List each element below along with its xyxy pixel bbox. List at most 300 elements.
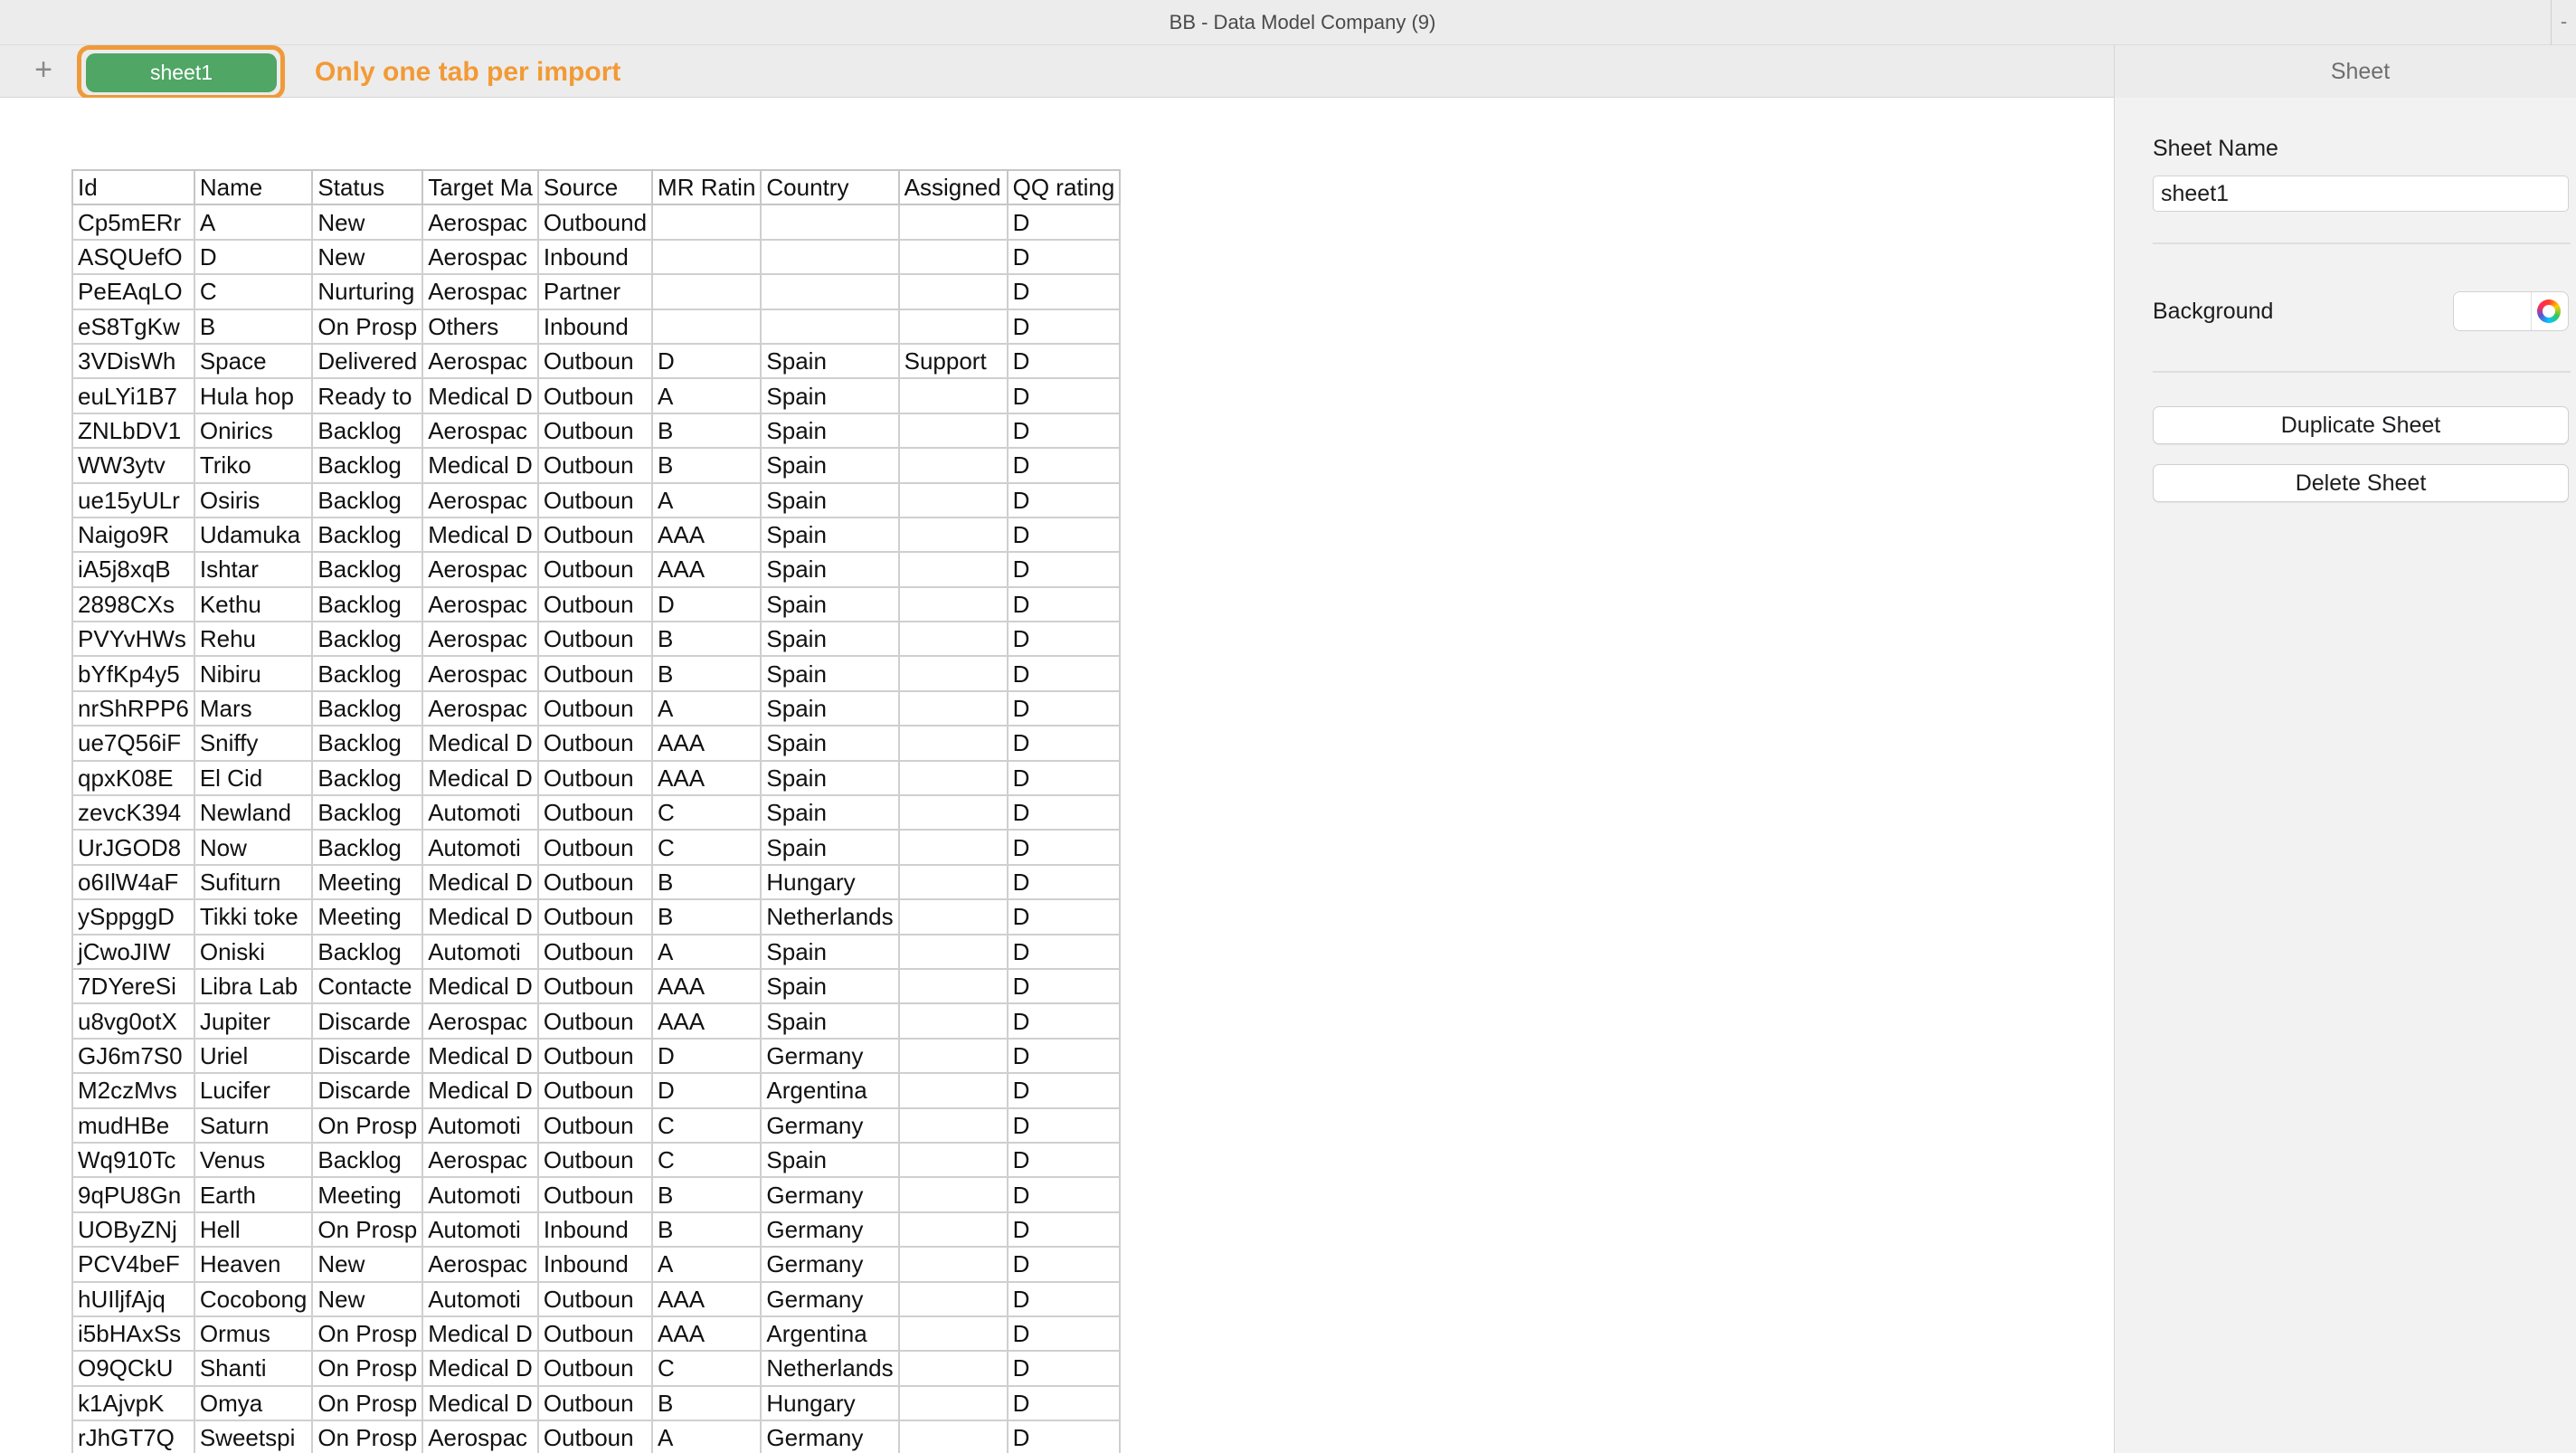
table-cell[interactable]: Medical D xyxy=(422,518,538,552)
table-cell[interactable]: Saturn xyxy=(194,1108,313,1143)
table-cell[interactable]: Outboun xyxy=(538,1351,652,1385)
table-cell[interactable]: Ishtar xyxy=(194,552,313,586)
table-cell[interactable]: D xyxy=(1008,1073,1121,1107)
table-cell[interactable]: D xyxy=(1008,761,1121,795)
table-row[interactable] xyxy=(72,935,1120,969)
table-cell[interactable] xyxy=(899,1351,1008,1385)
table-cell[interactable]: ASQUefO xyxy=(72,240,194,274)
table-cell[interactable]: euLYi1B7 xyxy=(72,378,194,413)
table-cell[interactable]: Backlog xyxy=(312,622,422,656)
table-cell[interactable]: Germany xyxy=(761,1177,898,1211)
table-cell[interactable]: Medical D xyxy=(422,761,538,795)
table-cell[interactable]: Spain xyxy=(761,969,898,1003)
table-row[interactable] xyxy=(72,1386,1120,1420)
table-cell[interactable]: bYfKp4y5 xyxy=(72,656,194,690)
table-cell[interactable]: Outboun xyxy=(538,413,652,448)
table-cell[interactable]: AAA xyxy=(652,1316,761,1351)
table-cell[interactable]: PCV4beF xyxy=(72,1247,194,1281)
background-color-well[interactable] xyxy=(2453,291,2569,331)
table-row[interactable] xyxy=(72,552,1120,586)
table-cell[interactable]: D xyxy=(652,587,761,622)
table-cell[interactable]: Backlog xyxy=(312,656,422,690)
table-cell[interactable]: A xyxy=(652,935,761,969)
table-cell[interactable]: Udamuka xyxy=(194,518,313,552)
table-cell[interactable]: Backlog xyxy=(312,483,422,518)
table-cell[interactable]: Inbound xyxy=(538,309,652,344)
column-header[interactable]: Assigned xyxy=(899,170,1008,204)
table-cell[interactable]: Backlog xyxy=(312,448,422,482)
table-cell[interactable]: Kethu xyxy=(194,587,313,622)
table-cell[interactable]: Spain xyxy=(761,413,898,448)
table-cell[interactable]: B xyxy=(652,1177,761,1211)
table-row[interactable] xyxy=(72,1212,1120,1247)
table-row[interactable] xyxy=(72,378,1120,413)
table-cell[interactable]: Rehu xyxy=(194,622,313,656)
table-cell[interactable]: D xyxy=(1008,656,1121,690)
table-cell[interactable]: Ormus xyxy=(194,1316,313,1351)
table-cell[interactable] xyxy=(652,274,761,309)
table-cell[interactable]: Now xyxy=(194,830,313,864)
table-cell[interactable] xyxy=(899,830,1008,864)
table-cell[interactable]: D xyxy=(1008,691,1121,726)
table-cell[interactable]: B xyxy=(194,309,313,344)
table-cell[interactable]: hUIljfAjq xyxy=(72,1282,194,1316)
table-cell[interactable]: Sniffy xyxy=(194,726,313,760)
table-row[interactable] xyxy=(72,865,1120,899)
table-cell[interactable] xyxy=(899,204,1008,239)
table-row[interactable] xyxy=(72,1177,1120,1211)
table-cell[interactable] xyxy=(899,413,1008,448)
table-cell[interactable]: New xyxy=(312,1282,422,1316)
table-row[interactable] xyxy=(72,587,1120,622)
table-cell[interactable]: New xyxy=(312,204,422,239)
table-cell[interactable]: On Prosp xyxy=(312,309,422,344)
column-header[interactable]: Country xyxy=(761,170,898,204)
window-edge-control[interactable]: - xyxy=(2551,0,2576,45)
table-cell[interactable] xyxy=(761,274,898,309)
table-cell[interactable]: ZNLbDV1 xyxy=(72,413,194,448)
table-cell[interactable]: Spain xyxy=(761,795,898,830)
duplicate-sheet-button[interactable]: Duplicate Sheet xyxy=(2153,406,2569,444)
table-cell[interactable]: AAA xyxy=(652,1003,761,1038)
table-cell[interactable]: jCwoJIW xyxy=(72,935,194,969)
table-cell[interactable]: C xyxy=(194,274,313,309)
table-cell[interactable]: 7DYereSi xyxy=(72,969,194,1003)
color-wheel-icon[interactable] xyxy=(2537,299,2561,323)
table-cell[interactable]: Sweetspi xyxy=(194,1420,313,1453)
table-cell[interactable]: Spain xyxy=(761,830,898,864)
table-cell[interactable]: Inbound xyxy=(538,1247,652,1281)
table-row[interactable] xyxy=(72,309,1120,344)
table-cell[interactable]: Backlog xyxy=(312,1143,422,1177)
table-cell[interactable]: D xyxy=(1008,240,1121,274)
table-cell[interactable]: On Prosp xyxy=(312,1108,422,1143)
table-cell[interactable]: Outboun xyxy=(538,726,652,760)
table-cell[interactable]: UrJGOD8 xyxy=(72,830,194,864)
table-cell[interactable]: B xyxy=(652,865,761,899)
table-cell[interactable]: B xyxy=(652,1386,761,1420)
table-cell[interactable]: i5bHAxSs xyxy=(72,1316,194,1351)
table-cell[interactable]: zevcK394 xyxy=(72,795,194,830)
table-cell[interactable]: Spain xyxy=(761,726,898,760)
column-header[interactable]: QQ rating xyxy=(1008,170,1121,204)
table-cell[interactable]: Outboun xyxy=(538,448,652,482)
table-cell[interactable]: Earth xyxy=(194,1177,313,1211)
table-cell[interactable]: Spain xyxy=(761,935,898,969)
table-cell[interactable]: Oniski xyxy=(194,935,313,969)
table-cell[interactable]: Aerospac xyxy=(422,344,538,378)
table-cell[interactable]: D xyxy=(1008,274,1121,309)
table-row[interactable] xyxy=(72,204,1120,239)
table-cell[interactable]: On Prosp xyxy=(312,1212,422,1247)
table-row[interactable] xyxy=(72,1247,1120,1281)
table-cell[interactable]: Germany xyxy=(761,1212,898,1247)
table-row[interactable] xyxy=(72,344,1120,378)
table-cell[interactable]: D xyxy=(1008,1247,1121,1281)
table-cell[interactable]: PVYvHWs xyxy=(72,622,194,656)
table-cell[interactable]: Aerospac xyxy=(422,204,538,239)
table-cell[interactable]: Inbound xyxy=(538,1212,652,1247)
table-cell[interactable] xyxy=(652,240,761,274)
table-cell[interactable]: Aerospac xyxy=(422,483,538,518)
table-cell[interactable]: Outboun xyxy=(538,483,652,518)
table-cell[interactable]: Hungary xyxy=(761,1386,898,1420)
table-cell[interactable]: Aerospac xyxy=(422,587,538,622)
table-cell[interactable]: D xyxy=(1008,1039,1121,1073)
table-cell[interactable] xyxy=(899,1386,1008,1420)
table-cell[interactable]: A xyxy=(652,483,761,518)
table-cell[interactable]: AAA xyxy=(652,726,761,760)
table-cell[interactable]: Netherlands xyxy=(761,899,898,934)
table-cell[interactable]: Cp5mERr xyxy=(72,204,194,239)
table-cell[interactable]: Backlog xyxy=(312,726,422,760)
table-row[interactable] xyxy=(72,691,1120,726)
table-cell[interactable]: Venus xyxy=(194,1143,313,1177)
table-cell[interactable]: D xyxy=(1008,795,1121,830)
table-cell[interactable] xyxy=(761,204,898,239)
table-cell[interactable]: Jupiter xyxy=(194,1003,313,1038)
table-row[interactable] xyxy=(72,1143,1120,1177)
tab-sheet1[interactable]: sheet1 xyxy=(86,53,277,92)
table-cell[interactable] xyxy=(899,969,1008,1003)
table-cell[interactable]: Medical D xyxy=(422,969,538,1003)
table-cell[interactable]: Aerospac xyxy=(422,1003,538,1038)
column-header[interactable]: Target Ma xyxy=(422,170,538,204)
table-cell[interactable]: D xyxy=(1008,1316,1121,1351)
table-cell[interactable]: Argentina xyxy=(761,1073,898,1107)
table-cell[interactable]: Delivered xyxy=(312,344,422,378)
table-cell[interactable]: Outboun xyxy=(538,865,652,899)
table-cell[interactable]: Outboun xyxy=(538,587,652,622)
table-cell[interactable]: Backlog xyxy=(312,935,422,969)
table-cell[interactable]: Outboun xyxy=(538,1108,652,1143)
table-cell[interactable]: D xyxy=(652,1073,761,1107)
table-cell[interactable]: Aerospac xyxy=(422,691,538,726)
table-cell[interactable]: Spain xyxy=(761,552,898,586)
table-row[interactable] xyxy=(72,1039,1120,1073)
table-cell[interactable]: rJhGT7Q xyxy=(72,1420,194,1453)
table-cell[interactable]: 3VDisWh xyxy=(72,344,194,378)
table-row[interactable] xyxy=(72,274,1120,309)
table-cell[interactable] xyxy=(761,240,898,274)
table-row[interactable] xyxy=(72,240,1120,274)
table-cell[interactable]: qpxK08E xyxy=(72,761,194,795)
table-cell[interactable]: Meeting xyxy=(312,1177,422,1211)
table-cell[interactable] xyxy=(899,761,1008,795)
table-cell[interactable]: Medical D xyxy=(422,865,538,899)
table-cell[interactable]: D xyxy=(1008,1108,1121,1143)
table-cell[interactable] xyxy=(899,935,1008,969)
table-cell[interactable]: Spain xyxy=(761,518,898,552)
table-cell[interactable]: D xyxy=(1008,935,1121,969)
table-cell[interactable]: Outboun xyxy=(538,1143,652,1177)
table-cell[interactable]: AAA xyxy=(652,1282,761,1316)
table-cell[interactable] xyxy=(899,274,1008,309)
table-cell[interactable]: Newland xyxy=(194,795,313,830)
inspector-tab-sheet[interactable]: Sheet xyxy=(2330,59,2391,84)
table-cell[interactable] xyxy=(652,309,761,344)
table-cell[interactable]: Outboun xyxy=(538,622,652,656)
table-cell[interactable]: Medical D xyxy=(422,1316,538,1351)
table-cell[interactable]: Support xyxy=(899,344,1008,378)
table-row[interactable] xyxy=(72,483,1120,518)
table-cell[interactable]: New xyxy=(312,240,422,274)
table-cell[interactable]: mudHBe xyxy=(72,1108,194,1143)
table-cell[interactable]: 9qPU8Gn xyxy=(72,1177,194,1211)
table-cell[interactable]: Partner xyxy=(538,274,652,309)
table-cell[interactable]: D xyxy=(194,240,313,274)
table-cell[interactable]: Automoti xyxy=(422,1177,538,1211)
table-cell[interactable] xyxy=(899,587,1008,622)
table-cell[interactable]: Lucifer xyxy=(194,1073,313,1107)
table-cell[interactable]: D xyxy=(1008,899,1121,934)
table-cell[interactable]: Aerospac xyxy=(422,413,538,448)
table-cell[interactable]: D xyxy=(1008,413,1121,448)
table-cell[interactable]: Outboun xyxy=(538,1073,652,1107)
table-row[interactable] xyxy=(72,656,1120,690)
table-cell[interactable]: Outboun xyxy=(538,1177,652,1211)
table-row[interactable] xyxy=(72,448,1120,482)
table-cell[interactable] xyxy=(899,1108,1008,1143)
table-cell[interactable]: D xyxy=(1008,552,1121,586)
table-row[interactable] xyxy=(72,622,1120,656)
table-cell[interactable]: Outboun xyxy=(538,1316,652,1351)
sheet-name-field[interactable]: sheet1 xyxy=(2153,176,2569,212)
table-cell[interactable]: Medical D xyxy=(422,1039,538,1073)
table-cell[interactable]: Outboun xyxy=(538,344,652,378)
table-cell[interactable] xyxy=(761,309,898,344)
table-cell[interactable]: AAA xyxy=(652,552,761,586)
table-cell[interactable]: o6IlW4aF xyxy=(72,865,194,899)
table-cell[interactable]: Discarde xyxy=(312,1003,422,1038)
table-cell[interactable]: Nurturing xyxy=(312,274,422,309)
table-cell[interactable]: Backlog xyxy=(312,413,422,448)
table-cell[interactable]: Argentina xyxy=(761,1316,898,1351)
column-header[interactable]: Name xyxy=(194,170,313,204)
table-cell[interactable]: Hell xyxy=(194,1212,313,1247)
table-cell[interactable]: B xyxy=(652,1212,761,1247)
data-table[interactable] xyxy=(71,169,1121,1453)
table-cell[interactable]: WW3ytv xyxy=(72,448,194,482)
table-cell[interactable]: Backlog xyxy=(312,518,422,552)
table-row[interactable] xyxy=(72,761,1120,795)
table-row[interactable] xyxy=(72,1316,1120,1351)
table-cell[interactable]: Triko xyxy=(194,448,313,482)
table-cell[interactable]: Sufiturn xyxy=(194,865,313,899)
table-cell[interactable]: Outboun xyxy=(538,518,652,552)
table-cell[interactable] xyxy=(899,622,1008,656)
table-cell[interactable]: Outboun xyxy=(538,761,652,795)
table-cell[interactable]: Spain xyxy=(761,622,898,656)
table-cell[interactable]: k1AjvpK xyxy=(72,1386,194,1420)
table-cell[interactable]: D xyxy=(652,344,761,378)
table-cell[interactable]: Outboun xyxy=(538,552,652,586)
table-cell[interactable]: Aerospac xyxy=(422,1143,538,1177)
table-cell[interactable]: Space xyxy=(194,344,313,378)
table-cell[interactable]: Outboun xyxy=(538,1003,652,1038)
table-cell[interactable]: Medical D xyxy=(422,378,538,413)
table-cell[interactable]: O9QCkU xyxy=(72,1351,194,1385)
table-cell[interactable]: Shanti xyxy=(194,1351,313,1385)
table-cell[interactable]: D xyxy=(1008,622,1121,656)
table-cell[interactable]: Spain xyxy=(761,1143,898,1177)
table-cell[interactable]: u8vg0otX xyxy=(72,1003,194,1038)
table-cell[interactable]: Onirics xyxy=(194,413,313,448)
table-cell[interactable]: Automoti xyxy=(422,1212,538,1247)
table-cell[interactable]: On Prosp xyxy=(312,1420,422,1453)
table-cell[interactable] xyxy=(899,899,1008,934)
table-cell[interactable]: Others xyxy=(422,309,538,344)
table-cell[interactable] xyxy=(899,656,1008,690)
table-cell[interactable] xyxy=(899,1143,1008,1177)
table-cell[interactable]: Backlog xyxy=(312,552,422,586)
table-cell[interactable]: eS8TgKw xyxy=(72,309,194,344)
table-cell[interactable] xyxy=(899,378,1008,413)
table-row[interactable] xyxy=(72,413,1120,448)
table-cell[interactable]: Backlog xyxy=(312,795,422,830)
table-cell[interactable]: El Cid xyxy=(194,761,313,795)
table-cell[interactable]: Medical D xyxy=(422,1073,538,1107)
table-cell[interactable]: Automoti xyxy=(422,935,538,969)
table-cell[interactable]: Discarde xyxy=(312,1073,422,1107)
table-row[interactable] xyxy=(72,899,1120,934)
table-cell[interactable] xyxy=(899,1177,1008,1211)
table-cell[interactable]: Heaven xyxy=(194,1247,313,1281)
table-cell[interactable]: Backlog xyxy=(312,691,422,726)
table-cell[interactable]: Medical D xyxy=(422,1351,538,1385)
table-cell[interactable]: C xyxy=(652,1351,761,1385)
table-row[interactable] xyxy=(72,726,1120,760)
table-cell[interactable]: D xyxy=(1008,309,1121,344)
table-cell[interactable]: Nibiru xyxy=(194,656,313,690)
column-header[interactable]: Source xyxy=(538,170,652,204)
table-cell[interactable]: Germany xyxy=(761,1420,898,1453)
table-cell[interactable] xyxy=(899,1039,1008,1073)
table-cell[interactable]: D xyxy=(1008,969,1121,1003)
table-cell[interactable]: A xyxy=(652,691,761,726)
table-row[interactable] xyxy=(72,1351,1120,1385)
table-cell[interactable]: UOByZNj xyxy=(72,1212,194,1247)
table-cell[interactable]: Backlog xyxy=(312,587,422,622)
table-cell[interactable] xyxy=(899,483,1008,518)
table-cell[interactable]: B xyxy=(652,413,761,448)
table-cell[interactable]: Uriel xyxy=(194,1039,313,1073)
table-cell[interactable]: iA5j8xqB xyxy=(72,552,194,586)
table-cell[interactable] xyxy=(899,1003,1008,1038)
table-cell[interactable]: Outbound xyxy=(538,204,652,239)
background-swatch[interactable] xyxy=(2454,292,2532,330)
table-cell[interactable]: Cocobong xyxy=(194,1282,313,1316)
table-row[interactable] xyxy=(72,518,1120,552)
table-cell[interactable] xyxy=(899,552,1008,586)
table-cell[interactable]: D xyxy=(1008,518,1121,552)
table-cell[interactable]: AAA xyxy=(652,969,761,1003)
table-cell[interactable]: Spain xyxy=(761,656,898,690)
table-cell[interactable]: Automoti xyxy=(422,795,538,830)
table-row[interactable] xyxy=(72,1073,1120,1107)
table-row[interactable] xyxy=(72,1108,1120,1143)
table-cell[interactable]: Spain xyxy=(761,378,898,413)
table-cell[interactable]: D xyxy=(652,1039,761,1073)
table-cell[interactable]: Outboun xyxy=(538,656,652,690)
table-cell[interactable]: Tikki toke xyxy=(194,899,313,934)
table-cell[interactable]: Spain xyxy=(761,1003,898,1038)
table-cell[interactable]: Discarde xyxy=(312,1039,422,1073)
table-cell[interactable]: C xyxy=(652,1108,761,1143)
table-cell[interactable]: GJ6m7S0 xyxy=(72,1039,194,1073)
table-cell[interactable]: New xyxy=(312,1247,422,1281)
table-cell[interactable]: B xyxy=(652,656,761,690)
table-cell[interactable]: C xyxy=(652,1143,761,1177)
delete-sheet-button[interactable]: Delete Sheet xyxy=(2153,464,2569,502)
table-cell[interactable]: Hungary xyxy=(761,865,898,899)
table-row[interactable] xyxy=(72,1282,1120,1316)
table-cell[interactable]: Outboun xyxy=(538,1039,652,1073)
table-cell[interactable]: Spain xyxy=(761,448,898,482)
table-cell[interactable]: Automoti xyxy=(422,1282,538,1316)
table-cell[interactable]: Aerospac xyxy=(422,240,538,274)
table-cell[interactable]: Aerospac xyxy=(422,622,538,656)
table-cell[interactable]: Medical D xyxy=(422,899,538,934)
table-cell[interactable] xyxy=(899,1073,1008,1107)
table-cell[interactable]: AAA xyxy=(652,518,761,552)
table-cell[interactable]: D xyxy=(1008,587,1121,622)
table-cell[interactable]: Spain xyxy=(761,587,898,622)
table-cell[interactable]: Germany xyxy=(761,1282,898,1316)
table-cell[interactable] xyxy=(899,240,1008,274)
table-cell[interactable]: Inbound xyxy=(538,240,652,274)
table-cell[interactable]: M2czMvs xyxy=(72,1073,194,1107)
table-cell[interactable]: D xyxy=(1008,1282,1121,1316)
table-cell[interactable]: Outboun xyxy=(538,378,652,413)
table-cell[interactable] xyxy=(899,1282,1008,1316)
table-cell[interactable]: D xyxy=(1008,1420,1121,1453)
table-cell[interactable]: D xyxy=(1008,1003,1121,1038)
table-cell[interactable]: On Prosp xyxy=(312,1386,422,1420)
table-cell[interactable] xyxy=(899,309,1008,344)
table-cell[interactable]: Outboun xyxy=(538,1386,652,1420)
table-cell[interactable]: Spain xyxy=(761,483,898,518)
table-cell[interactable]: D xyxy=(1008,204,1121,239)
table-cell[interactable]: D xyxy=(1008,865,1121,899)
table-row[interactable] xyxy=(72,1003,1120,1038)
table-cell[interactable]: C xyxy=(652,830,761,864)
table-cell[interactable]: Automoti xyxy=(422,830,538,864)
table-cell[interactable]: D xyxy=(1008,378,1121,413)
table-cell[interactable]: D xyxy=(1008,726,1121,760)
table-cell[interactable]: ySppggD xyxy=(72,899,194,934)
table-cell[interactable]: C xyxy=(652,795,761,830)
